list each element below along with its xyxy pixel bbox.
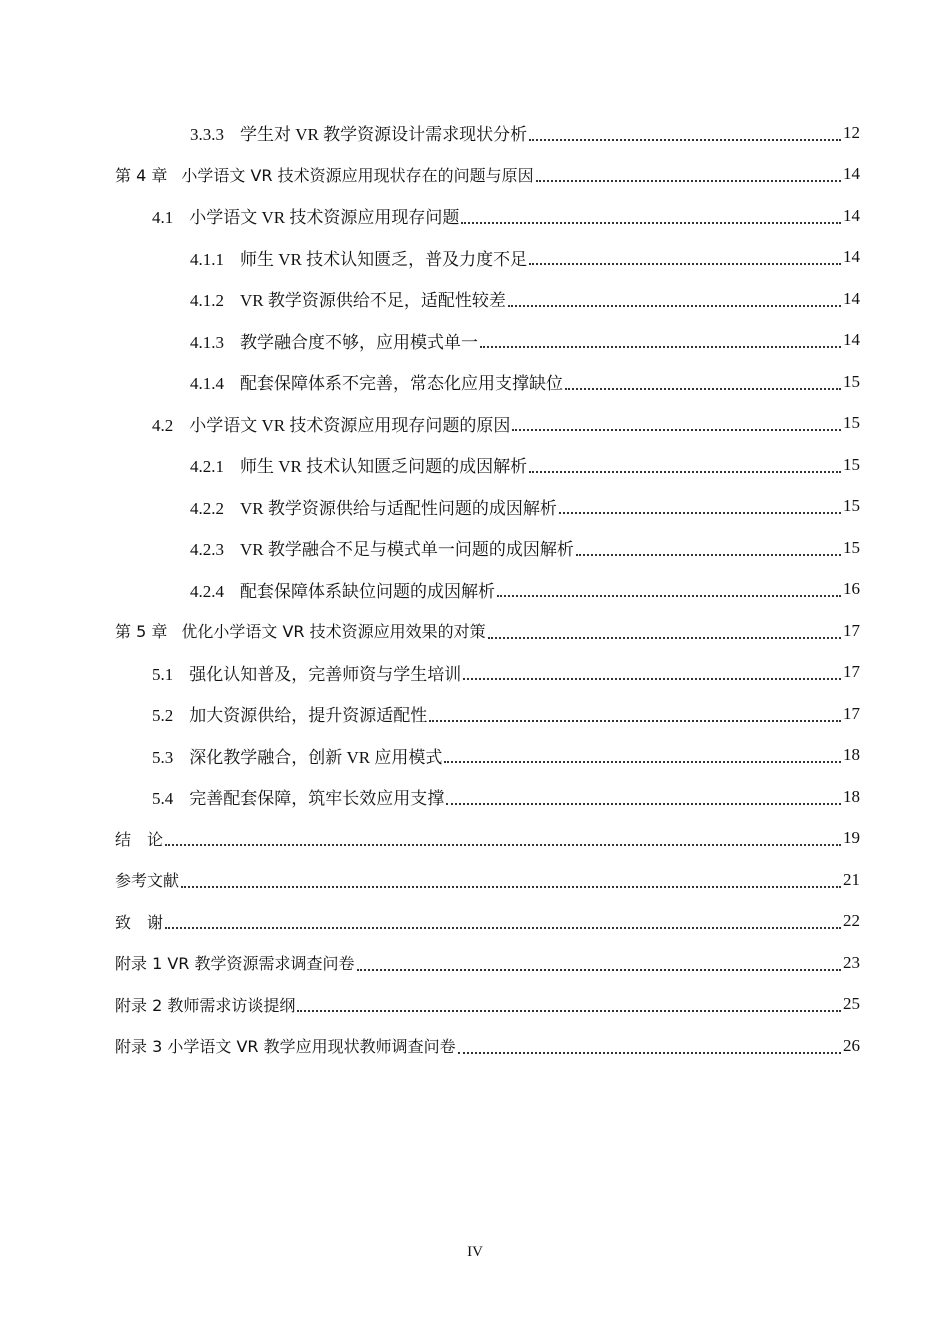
- toc-entry-number: 4.2.2: [190, 498, 224, 518]
- toc-entry-label: [152, 411, 510, 436]
- toc-page-number: 19: [843, 828, 860, 848]
- toc-entry-title: 小学语文 VR 技术资源应用现存问题: [189, 208, 460, 228]
- toc-entry-label: [152, 701, 427, 726]
- toc-entry[interactable]: [0, 237, 950, 279]
- toc-entry-label: [152, 784, 444, 809]
- toc-entry-label: [190, 369, 563, 394]
- toc-entry-title: 小学语文 VR 技术资源应用现状存在的问题与原因: [181, 165, 534, 185]
- toc-page-number: 26: [843, 1035, 860, 1055]
- toc-entry-title: 强化认知普及，完善师资与学生培训: [189, 664, 462, 684]
- dot-leader: [529, 138, 841, 141]
- toc-entry-backmatter[interactable]: [0, 901, 950, 943]
- dot-leader: [463, 677, 841, 680]
- toc-entry-number: 4.2.4: [190, 581, 224, 601]
- toc-page-number: 23: [843, 952, 860, 972]
- toc-page-number: 14: [843, 330, 860, 350]
- dot-leader: [508, 304, 841, 307]
- toc-page-number: 16: [843, 579, 860, 599]
- dot-leader: [559, 511, 841, 514]
- toc-entry[interactable]: [0, 652, 950, 694]
- toc-entry-number: 4.1.1: [190, 249, 224, 269]
- dot-leader: [429, 719, 841, 722]
- toc-page-number: 12: [843, 122, 860, 142]
- dot-leader: [480, 345, 841, 348]
- dot-leader: [458, 1051, 841, 1054]
- toc-entry-title: 优化小学语文 VR 技术资源应用效果的对策: [181, 622, 486, 642]
- toc-entry-appendix[interactable]: [0, 984, 950, 1026]
- toc-entry-appendix[interactable]: [0, 942, 950, 984]
- toc-page-number: 17: [843, 703, 860, 723]
- toc-entry-number: 第 5 章: [115, 622, 168, 642]
- toc-entry[interactable]: [0, 486, 950, 528]
- toc-entry[interactable]: [0, 527, 950, 569]
- dot-leader: [529, 262, 841, 265]
- dot-leader: [512, 428, 841, 431]
- toc-entry-number: 第 4 章: [115, 165, 168, 185]
- toc-entry-backmatter[interactable]: [0, 818, 950, 860]
- toc-page-number: 14: [843, 164, 860, 184]
- toc-entry-label: [115, 163, 534, 186]
- toc-entry[interactable]: [0, 195, 950, 237]
- dot-leader: [497, 594, 841, 597]
- toc-page-number: 17: [843, 662, 860, 682]
- toc-page-number: 22: [843, 911, 860, 931]
- toc-entry-title: 附录 2 教师需求访谈提纲: [115, 995, 296, 1015]
- toc-entry-number: 5.3: [152, 747, 174, 767]
- table-of-contents: [0, 112, 950, 1067]
- toc-entry-title: 加大资源供给，提升资源适配性: [189, 706, 428, 726]
- toc-entry-title: 深化教学融合，创新 VR 应用模式: [189, 747, 443, 767]
- toc-entry-label: [190, 286, 506, 311]
- dot-leader: [488, 636, 841, 639]
- toc-entry-number: 5.1: [152, 664, 174, 684]
- toc-entry-chapter[interactable]: [0, 610, 950, 652]
- toc-entry-number: 4.1.4: [190, 374, 224, 394]
- toc-page-number: 14: [843, 288, 860, 308]
- dot-leader: [165, 843, 841, 846]
- toc-entry-number: 5.2: [152, 706, 174, 726]
- dot-leader: [446, 802, 841, 805]
- toc-entry-title: 师生 VR 技术认知匮乏问题的成因解析: [240, 457, 528, 477]
- toc-entry-number: 5.4: [152, 789, 174, 809]
- toc-page-number: 18: [843, 745, 860, 765]
- toc-entry-label: [190, 577, 495, 602]
- toc-entry-number: 4.2: [152, 415, 174, 435]
- toc-entry-label: [115, 619, 486, 642]
- toc-page-number: 25: [843, 994, 860, 1014]
- toc-entry-label: [190, 328, 478, 353]
- dot-leader: [297, 1009, 841, 1012]
- toc-entry-label: [190, 452, 527, 477]
- dot-leader: [181, 885, 841, 888]
- toc-page-number: 15: [843, 537, 860, 557]
- toc-entry-label: [190, 494, 557, 519]
- toc-entry-title: 配套保障体系不完善，常态化应用支撑缺位: [240, 374, 563, 394]
- toc-entry[interactable]: [0, 361, 950, 403]
- toc-entry-title: VR 教学资源供给不足，适配性较差: [240, 291, 506, 311]
- toc-entry-backmatter[interactable]: [0, 859, 950, 901]
- toc-page-number: 14: [843, 205, 860, 225]
- toc-page-number: 15: [843, 454, 860, 474]
- toc-entry-title: 配套保障体系缺位问题的成因解析: [240, 581, 495, 601]
- toc-entry-label: [152, 743, 442, 768]
- dot-leader: [536, 179, 841, 182]
- toc-entry[interactable]: [0, 278, 950, 320]
- toc-entry-label: [190, 120, 527, 145]
- toc-entry[interactable]: [0, 444, 950, 486]
- toc-page-number: 17: [843, 620, 860, 640]
- toc-entry-title: 致 谢: [115, 912, 164, 932]
- toc-entry-number: 4.1.3: [190, 332, 224, 352]
- toc-entry-number: 4.1: [152, 208, 174, 228]
- toc-entry-label: [190, 535, 574, 560]
- toc-entry-number: 4.2.1: [190, 457, 224, 477]
- toc-entry-appendix[interactable]: [0, 1025, 950, 1067]
- toc-page-number: 15: [843, 496, 860, 516]
- toc-entry-number: 4.2.3: [190, 540, 224, 560]
- toc-entry-title: 结 论: [115, 829, 164, 849]
- toc-entry-label: [190, 245, 527, 270]
- toc-entry[interactable]: [0, 320, 950, 362]
- toc-entry[interactable]: [0, 569, 950, 611]
- toc-entry-title: VR 教学融合不足与模式单一问题的成因解析: [240, 540, 574, 560]
- toc-page-number: 15: [843, 371, 860, 391]
- toc-entry-title: 学生对 VR 教学资源设计需求现状分析: [240, 125, 528, 145]
- toc-entry-label: [152, 660, 461, 685]
- toc-entry-number: 4.1.2: [190, 291, 224, 311]
- dot-leader: [444, 760, 841, 763]
- toc-entry-chapter[interactable]: [0, 154, 950, 196]
- dot-leader: [576, 553, 841, 556]
- toc-entry-title: 师生 VR 技术认知匮乏，普及力度不足: [240, 249, 528, 269]
- toc-entry[interactable]: [0, 735, 950, 777]
- toc-entry[interactable]: [0, 112, 950, 154]
- dot-leader: [565, 387, 841, 390]
- dot-leader: [165, 926, 841, 929]
- toc-page-number: 14: [843, 247, 860, 267]
- toc-page-number: 21: [843, 869, 860, 889]
- toc-entry-number: 3.3.3: [190, 125, 224, 145]
- toc-entry[interactable]: [0, 403, 950, 445]
- toc-entry-title: 小学语文 VR 技术资源应用现存问题的原因: [189, 415, 511, 435]
- toc-page-number: 15: [843, 413, 860, 433]
- toc-entry[interactable]: [0, 693, 950, 735]
- toc-entry-title: 附录 1 VR 教学资源需求调查问卷: [115, 954, 355, 974]
- toc-entry-label: [152, 203, 459, 228]
- toc-entry-title: 参考文献: [115, 871, 180, 891]
- page-footer-number: IV: [467, 1244, 483, 1260]
- toc-entry-title: 教学融合度不够，应用模式单一: [240, 332, 478, 352]
- dot-leader: [529, 470, 841, 473]
- toc-page-number: 18: [843, 786, 860, 806]
- toc-entry-title: 附录 3 小学语文 VR 教学应用现状教师调查问卷: [115, 1037, 456, 1057]
- dot-leader: [357, 968, 841, 971]
- toc-entry[interactable]: [0, 776, 950, 818]
- toc-entry-title: 完善配套保障，筑牢长效应用支撑: [189, 789, 445, 809]
- dot-leader: [461, 221, 841, 224]
- toc-entry-title: VR 教学资源供给与适配性问题的成因解析: [240, 498, 557, 518]
